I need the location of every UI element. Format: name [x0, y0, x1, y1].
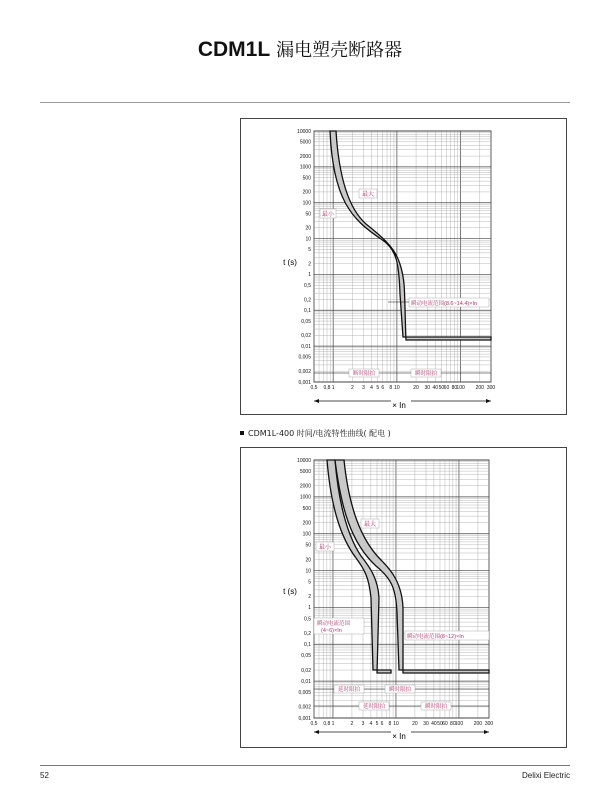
x-tick-label: 60 — [442, 721, 448, 727]
y-tick-label: 0,002 — [298, 369, 311, 376]
x-tick-label: 50 — [438, 385, 445, 391]
y-tick-label: 0,001 — [298, 379, 311, 386]
x-tick-label: 100 — [456, 385, 465, 391]
y-tick-label: 1 — [308, 605, 311, 612]
product-name: 漏电塑壳断路器 — [276, 40, 403, 61]
y-tick-label: 0,2 — [304, 630, 311, 637]
x-tick-label: 60 — [443, 385, 450, 391]
chart-2-label-min: 最小 — [318, 545, 332, 551]
x-tick-label: 5 — [375, 721, 379, 727]
y-tick-label: 1 — [308, 272, 311, 279]
y-tick-label: 20 — [305, 225, 311, 232]
chart-2-label-break2: 瞬时限拍 — [388, 687, 412, 693]
y-tick-label: 10000 — [297, 128, 311, 135]
y-tick-label: 5 — [308, 579, 311, 586]
x-tick-label: 0,5 — [310, 721, 318, 727]
y-tick-label: 500 — [302, 175, 311, 182]
x-tick-label: 80 — [451, 385, 458, 391]
x-tick-label: 200 — [473, 721, 483, 727]
page-title — [0, 36, 600, 62]
bullet-square-icon — [240, 431, 244, 435]
x-tick-label: 30 — [423, 721, 429, 727]
x-tick-label: 4 — [369, 721, 373, 727]
y-tick-label: 2000 — [299, 153, 311, 160]
chart-2-label-max: 最大 — [363, 522, 377, 528]
y-tick-label: 1000 — [299, 494, 311, 501]
x-tick-label: 300 — [484, 721, 494, 727]
x-tick-label: 2 — [350, 385, 354, 391]
y-tick-label: 200 — [302, 520, 311, 527]
figure-2-caption — [240, 428, 391, 439]
y-tick-label: 0,01 — [301, 343, 311, 350]
chart-1-label-max: 最大 — [361, 192, 375, 198]
x-tick-label: 6 — [381, 385, 385, 391]
x-tick-label: 2 — [350, 721, 354, 727]
chart-2-svg — [241, 448, 566, 747]
chart-2-label-range-a: 瞬动电流范围 — [317, 621, 351, 627]
chart-1-y-ticks — [297, 129, 311, 386]
x-tick-label: 5 — [376, 385, 380, 391]
x-tick-label: 1 — [331, 385, 335, 391]
x-tick-label: 20 — [413, 385, 419, 391]
x-tick-label: 3 — [362, 385, 365, 391]
y-tick-label: 200 — [302, 189, 311, 196]
footer-divider — [40, 765, 570, 766]
y-tick-label: 20 — [305, 557, 311, 564]
model-name: CDM1L — [197, 38, 271, 61]
x-tick-label: 80 — [450, 721, 456, 727]
y-tick-label: 0,1 — [304, 642, 311, 649]
chart-2-x-ticks — [311, 721, 494, 727]
curve-chart-1 — [240, 118, 567, 415]
x-tick-label: 0,5 — [310, 385, 318, 391]
y-tick-label: 5000 — [299, 468, 311, 475]
x-tick-label: 6 — [380, 721, 384, 727]
y-tick-label: 0,005 — [298, 354, 311, 361]
chart-1-x-ticks — [311, 385, 496, 391]
y-tick-label: 0,002 — [298, 704, 311, 711]
y-tick-label: 0,05 — [301, 318, 311, 325]
x-tick-label: 10 — [393, 721, 399, 727]
y-tick-label: 2 — [308, 594, 311, 601]
y-tick-label: 2 — [308, 261, 311, 268]
y-tick-label: 50 — [305, 542, 311, 549]
chart-1-svg — [241, 119, 566, 414]
x-tick-label: 30 — [424, 385, 431, 391]
x-tick-label: 0,8 — [323, 721, 331, 727]
y-tick-label: 50 — [305, 211, 311, 218]
x-tick-label: 10 — [394, 385, 400, 391]
y-tick-label: 0,5 — [304, 283, 311, 290]
chart-2-label-range-a2: (4~6)×In — [321, 628, 342, 634]
chart-2-y-ticks — [297, 458, 311, 722]
x-tick-label: 300 — [486, 385, 496, 391]
chart-2-label-break1: 延时限拍 — [337, 687, 361, 693]
y-tick-label: 0,1 — [304, 308, 311, 315]
y-tick-label: 500 — [302, 505, 311, 512]
curve-chart-2 — [240, 447, 567, 748]
x-tick-label: 50 — [437, 721, 443, 727]
x-tick-label: 40 — [432, 385, 439, 391]
caption-text: CDM1L-400 时间/电流特性曲线( 配电 ) — [248, 429, 391, 438]
header-divider — [40, 102, 570, 103]
chart-2-label-break4: 瞬时限拍 — [424, 704, 448, 710]
chart-2-label-break3: 延时限拍 — [362, 704, 386, 710]
y-tick-label: 0,005 — [298, 690, 311, 697]
x-tick-label: 20 — [412, 721, 418, 727]
chart-1-label-range: 瞬动电流范围(8.6~14.4)×In — [411, 301, 478, 307]
x-tick-label: 40 — [431, 721, 437, 727]
x-tick-label: 3 — [361, 721, 365, 727]
y-tick-label: 1000 — [299, 164, 311, 171]
y-tick-label: 10000 — [297, 457, 311, 464]
x-tick-label: 0,8 — [323, 385, 331, 391]
y-tick-label: 0,2 — [304, 297, 311, 304]
x-tick-label: 8 — [389, 385, 393, 391]
y-tick-label: 0,02 — [301, 667, 311, 674]
chart-2-x-axis-label: × In — [392, 732, 406, 741]
brand-name: Delixi Electric — [521, 771, 570, 780]
page-number: 52 — [40, 771, 49, 780]
chart-1-x-axis-label: × In — [392, 401, 406, 410]
x-tick-label: 1 — [331, 721, 335, 727]
y-tick-label: 0,5 — [304, 616, 311, 623]
y-tick-label: 10 — [305, 568, 311, 575]
chart-2-label-range-b: 瞬动电流范围(8~12)×In — [407, 634, 464, 640]
chart-1-label-break1: 断时限拍 — [352, 371, 376, 377]
y-tick-label: 5 — [308, 247, 311, 254]
y-tick-label: 0,001 — [298, 715, 311, 722]
y-tick-label: 10 — [305, 236, 311, 243]
x-tick-label: 4 — [370, 385, 373, 391]
chart-1-label-min: 最小 — [321, 212, 335, 218]
y-tick-label: 2000 — [299, 483, 311, 490]
y-tick-label: 0,05 — [301, 653, 311, 660]
y-tick-label: 100 — [302, 531, 311, 538]
x-tick-label: 8 — [388, 721, 392, 727]
chart-1-y-axis-label: t (s) — [283, 258, 297, 267]
y-tick-label: 0,02 — [301, 333, 311, 340]
y-tick-label: 5000 — [299, 139, 311, 146]
x-tick-label: 200 — [475, 385, 484, 391]
x-tick-label: 100 — [454, 721, 464, 727]
chart-2-y-axis-label: t (s) — [283, 587, 297, 596]
y-tick-label: 100 — [302, 200, 311, 207]
y-tick-label: 0,01 — [301, 678, 311, 685]
chart-1-label-break2: 瞬时限拍 — [414, 371, 438, 377]
